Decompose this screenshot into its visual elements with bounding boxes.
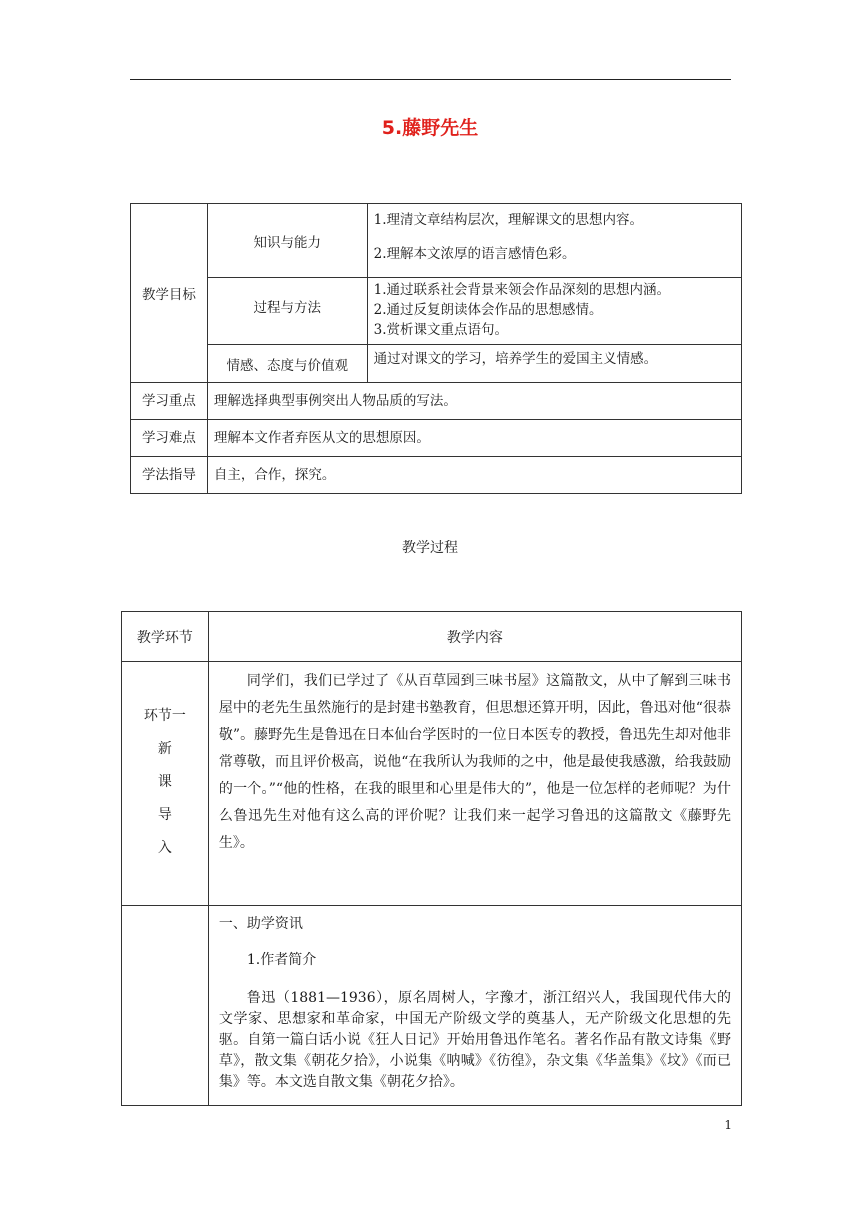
subsection-title: 1.作者简介 — [246, 952, 317, 968]
stage2-name — [122, 906, 209, 1106]
difficulty-value: 理解本文作者弃医从文的思想原因。 — [207, 420, 741, 457]
dimension-knowledge — [207, 204, 367, 278]
header-rule — [130, 79, 731, 80]
document-title: 5.藤野先生 — [381, 117, 479, 139]
dimension-label: 知识与能力 — [253, 234, 321, 251]
stage1-content: 同学们，我们已学过了《从百草园到三味书屋》这篇散文，从中了解到三味书屋中的老先生虽然施行的是封建书塾教育，但思想还算开明，因此，鲁迅对他“很恭敬”。藤野先生是鲁迅在日本仙台学医时的一位日本医专的教授，鲁迅先生却对他非常尊敬，而且评价极高，说他“在我所认为我师的之中，他是最使我感激，给我鼓励的一个。”“他的性格，在我的眼里和心里是伟大的”，他是一位怎样的老师呢？为什么鲁迅先生对他有这么高的评价呢？让我们来一起学习鲁迅的这篇散文《藤野先生》。 — [208, 662, 741, 906]
objective-item: 1.理清文章结构层次，理解课文的思想内容。 — [373, 212, 644, 228]
goal-label: 教学目标 — [141, 287, 196, 303]
key-point-value: 理解选择典型事例突出人物品质的写法。 — [207, 383, 741, 420]
stage-line: 课 — [157, 774, 172, 790]
method-value: 自主，合作，探究。 — [207, 457, 741, 494]
objective-item: 1.通过联系社会背景来领会作品深刻的思想内涵。 — [373, 282, 671, 298]
process-heading: 教学过程 — [402, 540, 458, 556]
col-header-content: 教学内容 — [208, 612, 741, 662]
process-items — [367, 278, 741, 345]
method-label: 学法指导 — [131, 457, 208, 494]
objective-item: 3.赏析课文重点语句。 — [373, 322, 509, 338]
dimension-label: 过程与方法 — [253, 300, 321, 316]
attitude-items — [367, 345, 741, 383]
col-header-stage: 教学环节 — [122, 612, 209, 662]
process-table — [121, 611, 742, 1106]
difficulty-label: 学习难点 — [131, 420, 208, 457]
dimension-process — [207, 278, 367, 345]
stage-line: 环节一 — [143, 708, 186, 724]
stage1-name — [122, 662, 209, 906]
stage-line: 新 — [157, 741, 172, 757]
objective-item: 2.理解本文浓厚的语言感情色彩。 — [373, 246, 576, 262]
goal-label-cell — [131, 204, 208, 383]
stage-line: 导 — [157, 807, 172, 823]
objectives-table — [130, 203, 742, 494]
knowledge-items — [367, 204, 741, 278]
dimension-attitude — [207, 345, 367, 383]
author-bio: 鲁迅（1881—1936），原名周树人，字豫才，浙江绍兴人，我国现代伟大的文学家、思想家和革命家，中国无产阶级文学的奠基人，无产阶级文化思想的先驱。自第一篇白话小说《狂人日记》开始用鲁迅作笔名。著名作品有散文诗集《野草》，散文集《朝花夕拾》，小说集《呐喊》《彷徨》，杂文集《华盖集》《坟》《而已集》等。本文选自散文集《朝花夕拾》。 — [218, 990, 731, 1090]
page-number: 1 — [724, 1118, 732, 1132]
objective-item: 2.通过反复朗读体会作品的思想感情。 — [373, 302, 603, 318]
section-title: 一、助学资讯 — [218, 916, 303, 932]
key-point-label: 学习重点 — [131, 383, 208, 420]
stage-line: 入 — [157, 840, 172, 856]
objective-item: 通过对课文的学习，培养学生的爱国主义情感。 — [373, 351, 658, 367]
stage2-content — [208, 906, 741, 1106]
dimension-label: 情感、态度与价值观 — [226, 357, 348, 374]
